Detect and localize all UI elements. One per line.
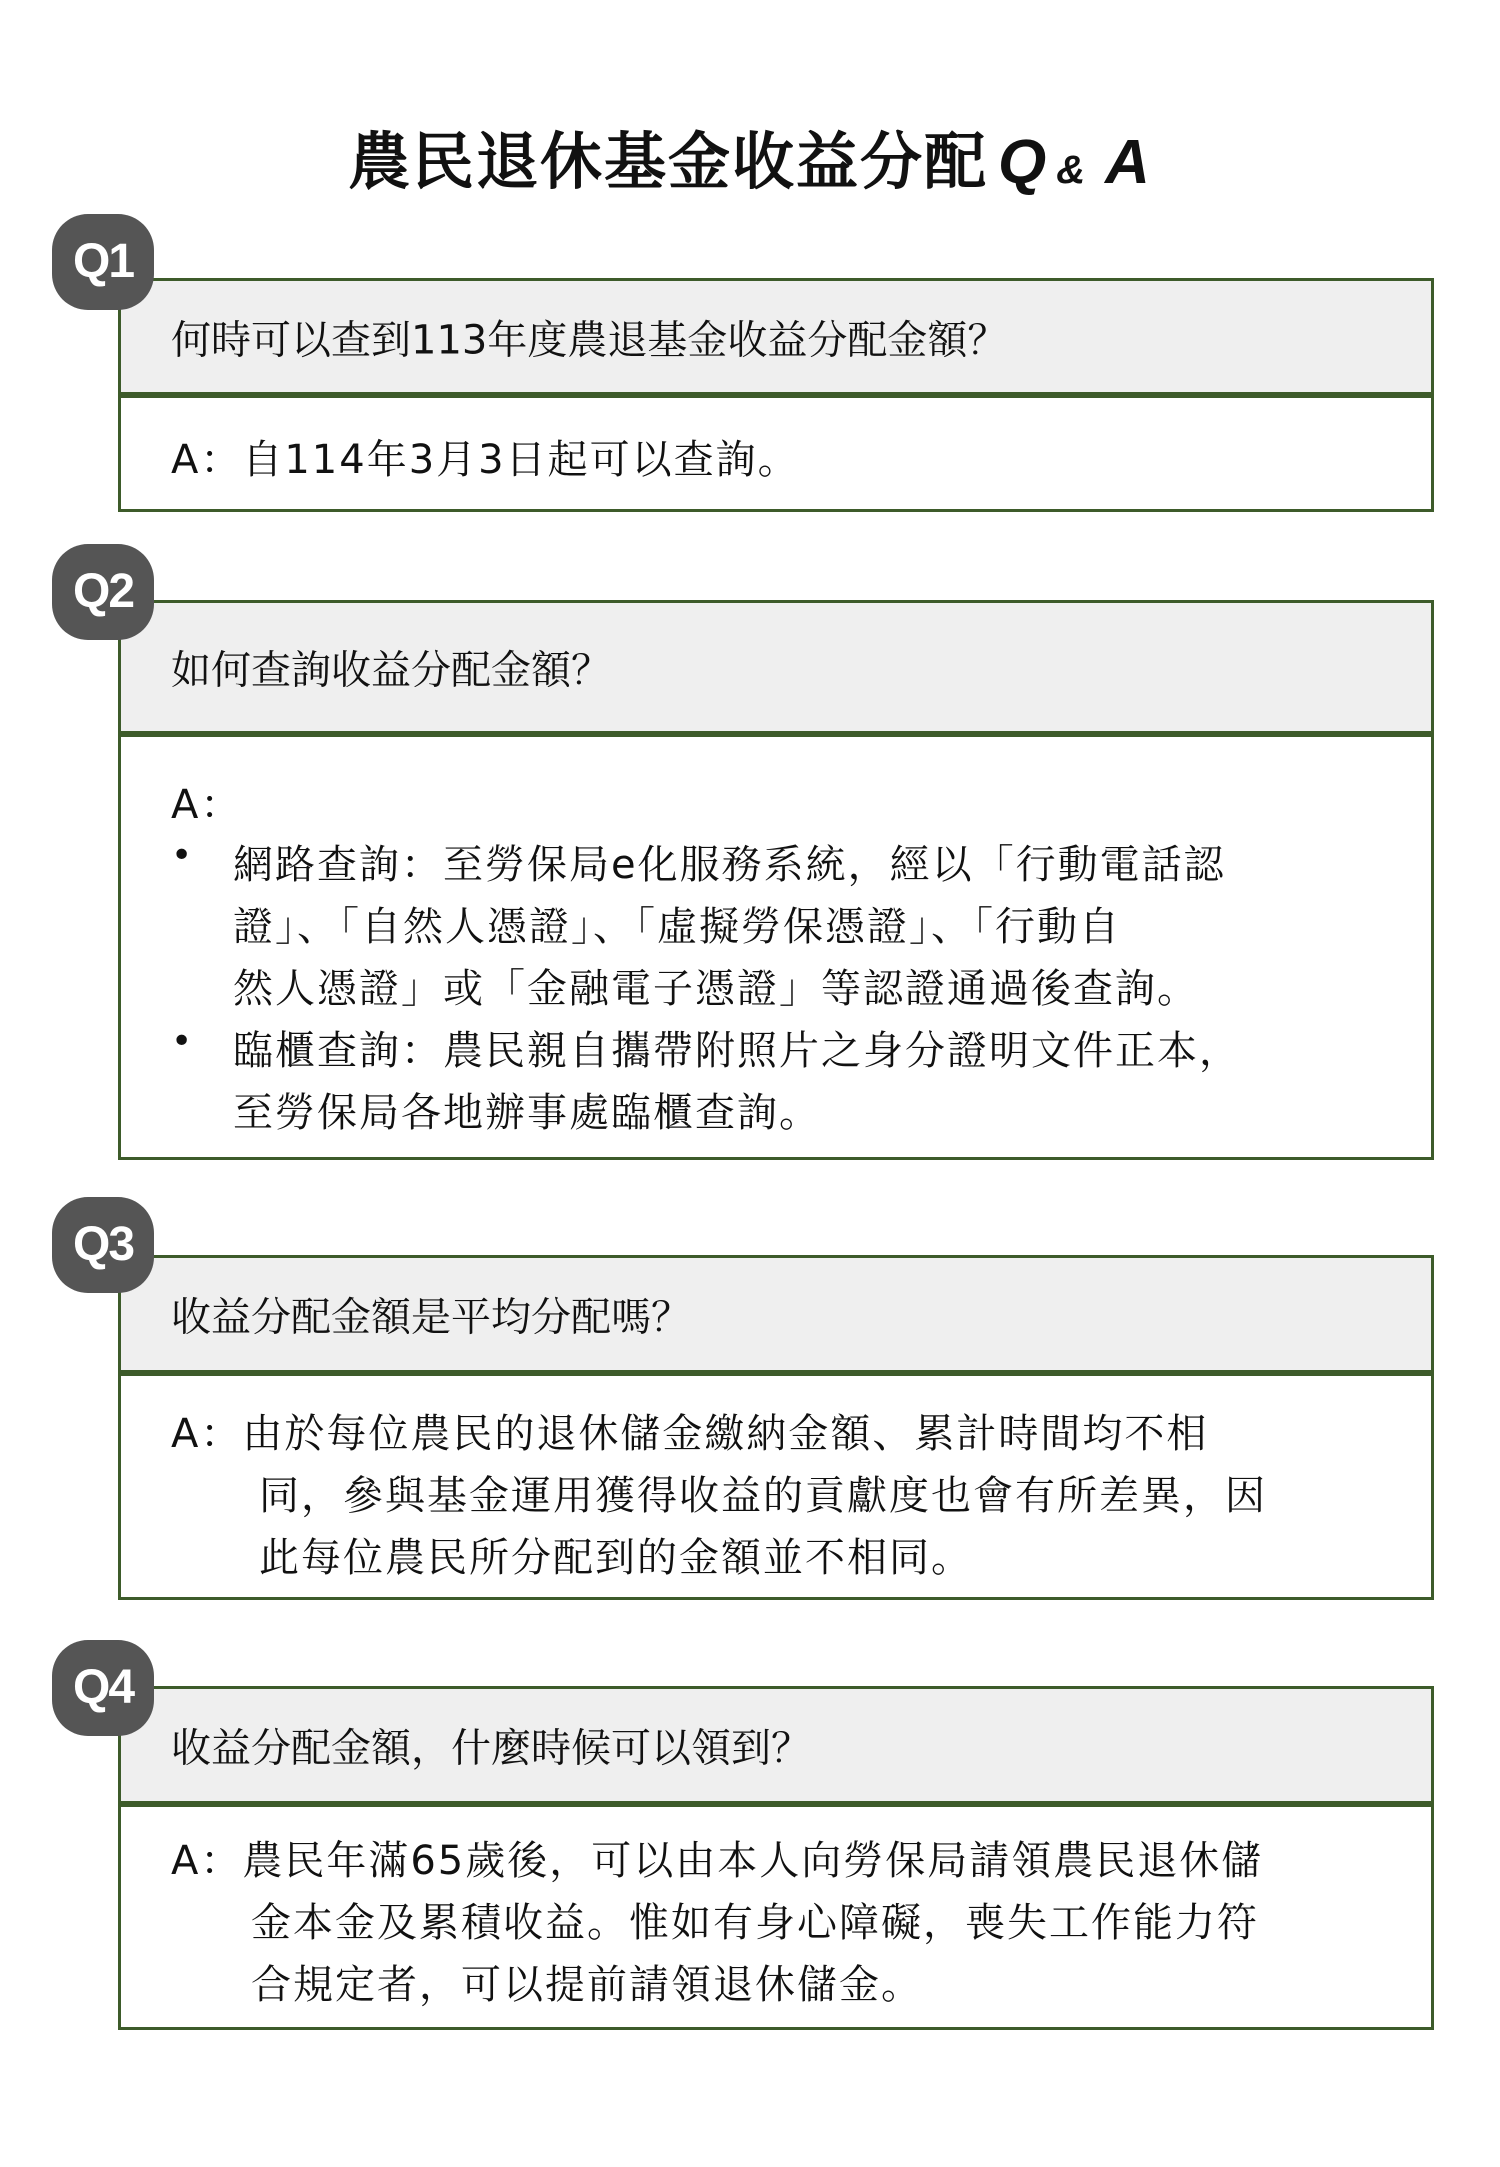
answer-line: 然人憑證」或「金融電子憑證」等認證通過後查詢。	[233, 966, 1199, 1012]
answer-line: 網路查詢：至勞保局e化服務系統，經以「行動電話認	[233, 842, 1226, 888]
q3-badge: Q3	[52, 1197, 154, 1293]
question-box	[118, 600, 1434, 734]
q1-badge: Q1	[52, 214, 154, 310]
page-title-q: Q	[998, 128, 1049, 197]
q4-badge: Q4	[52, 1640, 154, 1736]
answer-line: 此每位農民所分配到的金額並不相同。	[259, 1535, 973, 1581]
qa-item-4	[118, 1686, 1434, 2030]
answer-line: 至勞保局各地辦事處臨櫃查詢。	[233, 1090, 821, 1136]
qa-item-3	[118, 1255, 1434, 1600]
qa-item-2	[118, 600, 1434, 1160]
answer-line: 合規定者，可以提前請領退休儲金。	[251, 1962, 923, 2008]
page-title-amp: &	[1056, 148, 1088, 192]
answer-line: A：農民年滿65歲後，可以由本人向勞保局請領農民退休儲	[171, 1838, 1264, 1884]
page-title	[0, 112, 1500, 201]
answer-box	[118, 395, 1434, 512]
question-box	[118, 1255, 1434, 1373]
question-text: 收益分配金額，什麼時候可以領到？	[171, 1725, 811, 1772]
answer-line: 金本金及累積收益。惟如有身心障礙，喪失工作能力符	[251, 1900, 1259, 1946]
question-box	[118, 1686, 1434, 1804]
q2-badge: Q2	[52, 544, 154, 640]
question-text: 如何查詢收益分配金額？	[171, 647, 611, 694]
qa-item-1	[118, 278, 1434, 512]
question-text: 收益分配金額是平均分配嗎？	[171, 1294, 691, 1341]
answer-line: 證」、「自然人憑證」、「虛擬勞保憑證」、「行動自	[233, 904, 1121, 950]
bullet-marker: •	[171, 1021, 193, 1062]
answer-prefix: A：	[171, 782, 243, 828]
answer-line: 同，參與基金運用獲得收益的貢獻度也會有所差異，因	[259, 1473, 1267, 1519]
answer-line: A：由於每位農民的退休儲金繳納金額、累計時間均不相	[171, 1411, 1209, 1457]
answer-line: 臨櫃查詢：農民親自攜帶附照片之身分證明文件正本，	[233, 1028, 1241, 1074]
answer-box	[118, 734, 1434, 1160]
bullet-marker: •	[171, 835, 193, 876]
question-box	[118, 278, 1434, 395]
page-title-text: 農民退休基金收益分配	[348, 125, 989, 198]
answer-line: A：自114年3月3日起可以查詢。	[171, 437, 800, 483]
page-title-a: A	[1105, 128, 1152, 197]
question-text: 何時可以查到113年度農退基金收益分配金額？	[171, 317, 1008, 363]
answer-box	[118, 1804, 1434, 2030]
answer-box	[118, 1373, 1434, 1600]
